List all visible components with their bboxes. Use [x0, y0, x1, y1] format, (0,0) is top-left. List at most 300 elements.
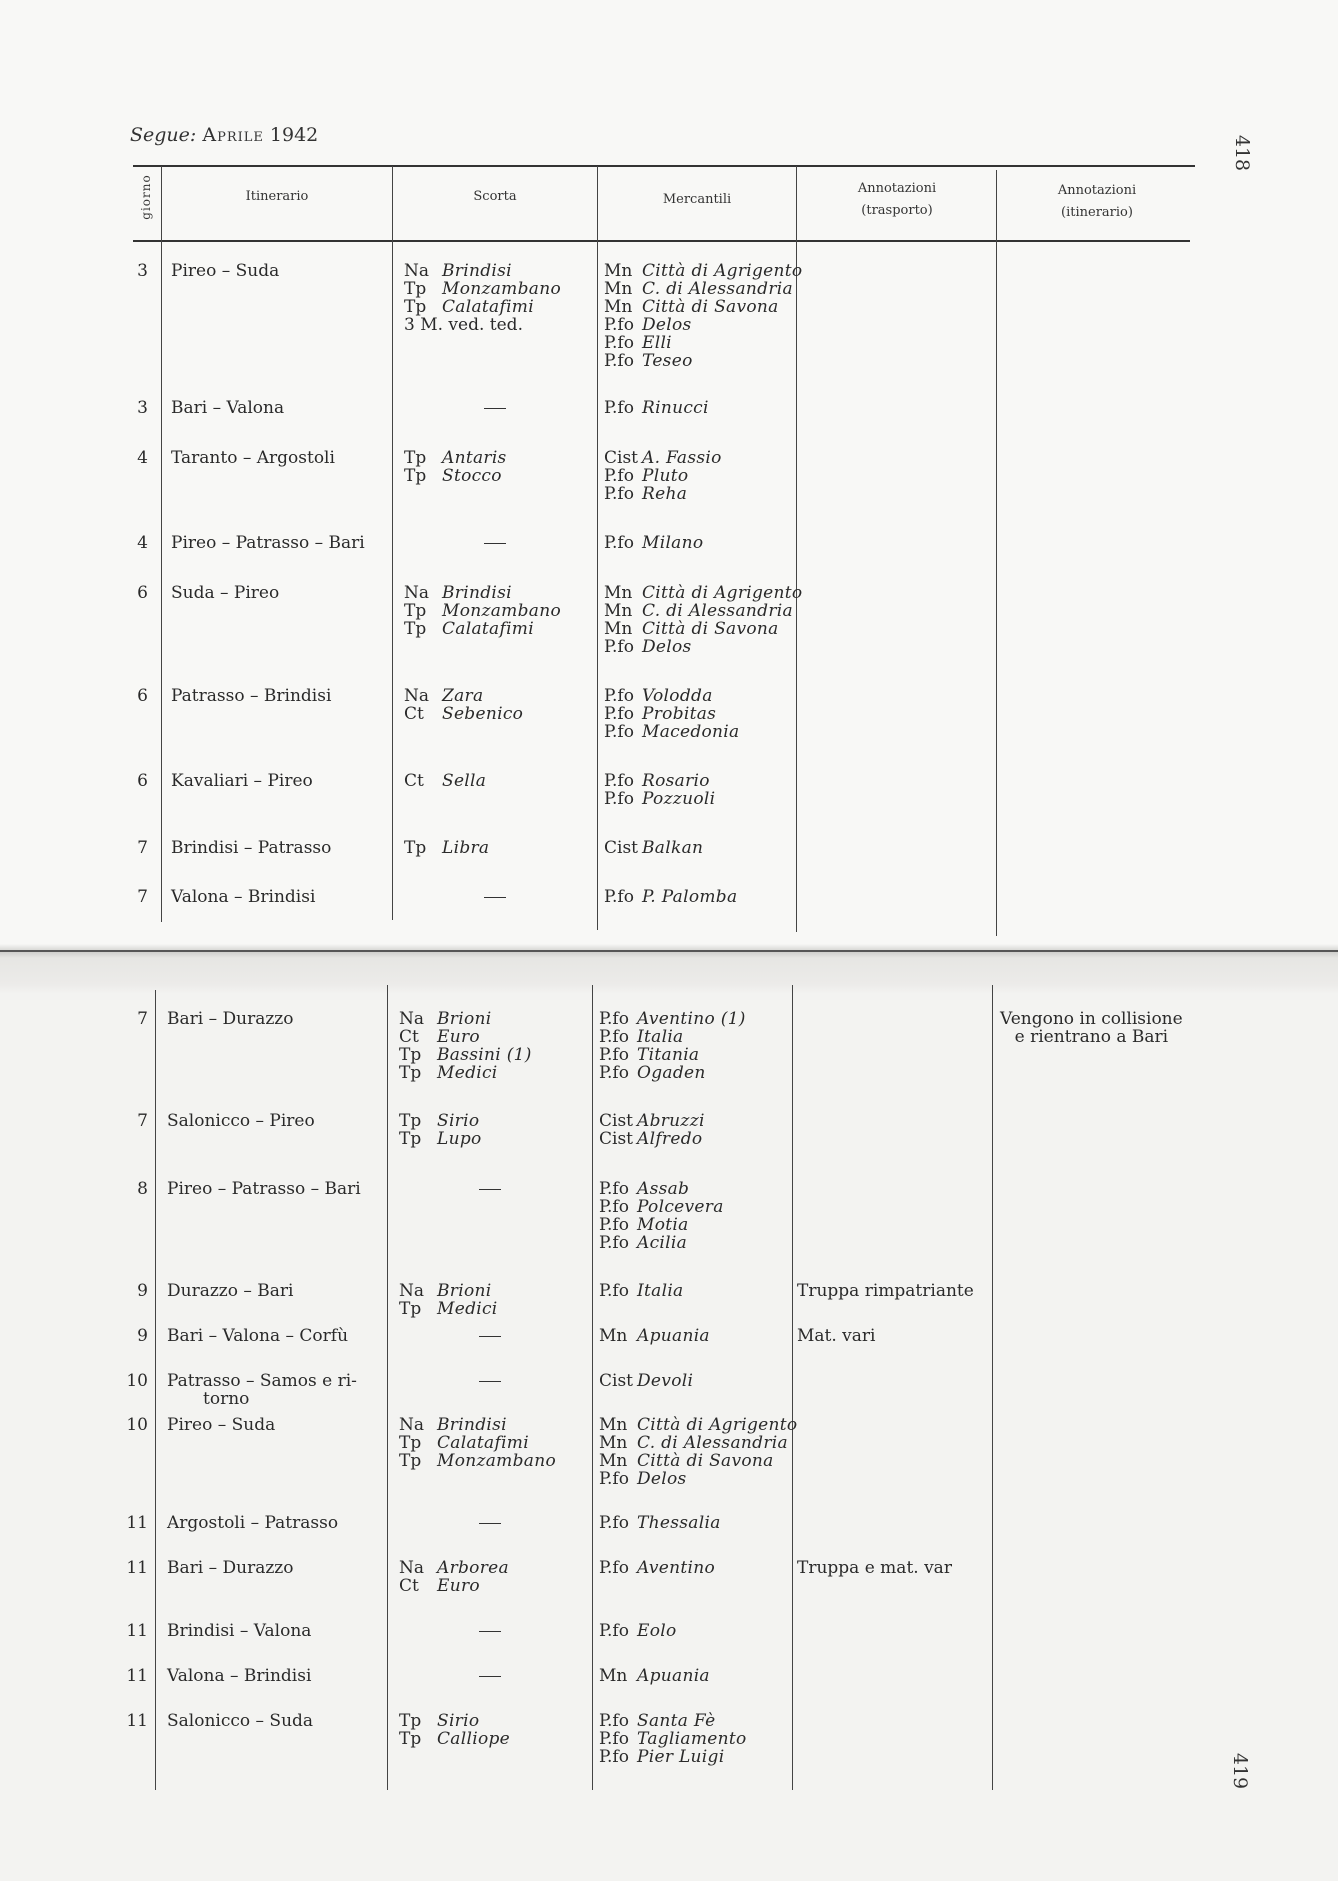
itinerario-line: Valona – Brindisi	[167, 1666, 312, 1686]
scorta-entry	[404, 839, 489, 857]
scorta-entry	[399, 1730, 510, 1748]
row-scorta	[399, 1010, 532, 1082]
mercantili-type: Mn	[604, 261, 633, 281]
mercantili-entry	[599, 1559, 715, 1577]
mercantili-vessel-name: Delos	[637, 1469, 687, 1489]
row-mercantili	[599, 1180, 724, 1252]
mercantili-type: P.fo	[599, 1469, 629, 1489]
mercantili-vessel-name: Polcevera	[637, 1197, 724, 1217]
scorta-entry	[404, 772, 486, 790]
row-scorta	[404, 687, 523, 723]
row-day: 9	[137, 1326, 148, 1346]
mercantili-type: P.fo	[599, 1045, 629, 1065]
scorta-entry	[404, 687, 523, 705]
mercantili-entry	[599, 1372, 693, 1390]
row-day: 7	[137, 1009, 148, 1029]
col-header-annotazioni-itinerario-line1: Annotazioni	[1057, 183, 1137, 198]
mercantili-vessel-name: Pozzuoli	[642, 789, 716, 809]
mercantili-entry	[599, 1010, 746, 1028]
mercantili-vessel-name: Apuania	[637, 1326, 710, 1346]
mercantili-vessel-name: Reha	[642, 484, 688, 504]
scorta-vessel-name: Libra	[442, 838, 490, 858]
col-rule-2-bottom	[387, 985, 388, 1790]
row-scorta	[479, 1667, 501, 1685]
row-day: 6	[137, 771, 148, 791]
itinerario-line: Bari – Durazzo	[167, 1558, 294, 1578]
row-scorta	[404, 262, 561, 334]
scorta-vessel-name: Stocco	[442, 466, 502, 486]
row-mercantili	[599, 1112, 705, 1148]
row-itinerario	[171, 839, 331, 857]
mercantili-entry	[599, 1712, 747, 1730]
scorta-entry	[399, 1046, 532, 1064]
mercantili-vessel-name: Italia	[637, 1027, 684, 1047]
scorta-entry	[404, 298, 561, 316]
scorta-type: Ct	[399, 1576, 419, 1596]
scorta-vessel-name: Monzambano	[442, 601, 562, 621]
scorta-entry	[404, 316, 561, 334]
col-rule-3-top	[597, 166, 598, 930]
row-day: 11	[126, 1621, 148, 1641]
mercantili-type: Mn	[599, 1415, 628, 1435]
scorta-vessel-name: Monzambano	[437, 1451, 557, 1471]
col-rule-4-bottom	[792, 985, 793, 1790]
mercantili-entry	[604, 298, 802, 316]
mercantili-entry	[604, 399, 709, 417]
row-itinerario	[167, 1416, 275, 1434]
scorta-entry	[399, 1452, 556, 1470]
mercantili-type: Mn	[604, 619, 633, 639]
mercantili-vessel-name: Thessalia	[637, 1513, 721, 1533]
mercantili-entry	[604, 723, 739, 741]
mercantili-entry	[604, 467, 722, 485]
mercantili-type: P.fo	[599, 1621, 629, 1641]
itinerario-line: Salonicco – Suda	[167, 1711, 314, 1731]
mercantili-vessel-name: Città di Agrigento	[637, 1415, 798, 1435]
col-header-mercantili: Mercantili	[662, 192, 732, 207]
mercantili-vessel-name: Volodda	[642, 686, 713, 706]
scorta-entry	[399, 1712, 510, 1730]
scorta-type: Na	[399, 1281, 425, 1301]
row-day: 11	[126, 1711, 148, 1731]
scorta-entry	[399, 1112, 482, 1130]
mercantili-type: Mn	[604, 297, 633, 317]
row-scorta	[404, 449, 507, 485]
mercantili-entry	[604, 485, 722, 503]
mercantili-entry	[599, 1327, 710, 1345]
scorta-entry	[399, 1300, 498, 1318]
scorta-type: Tp	[404, 619, 427, 639]
itinerario-line: Bari – Durazzo	[167, 1009, 294, 1029]
scorta-entry	[399, 1577, 509, 1595]
mercantili-type: Mn	[599, 1451, 628, 1471]
scorta-type: Ct	[399, 1027, 419, 1047]
scorta-vessel-name: Calatafimi	[442, 619, 534, 639]
col-header-annotazioni-trasporto-line2: (trasporto)	[861, 203, 933, 218]
row-day: 4	[137, 448, 148, 468]
row-itinerario	[171, 399, 284, 417]
header-prefix: Segue:	[130, 124, 197, 146]
mercantili-entry	[599, 1112, 705, 1130]
mercantili-type: P.fo	[604, 315, 634, 335]
mercantili-type: P.fo	[604, 887, 634, 907]
mercantili-type: Cist	[599, 1111, 633, 1131]
col-rule-2-top	[392, 166, 393, 920]
mercantili-entry	[599, 1028, 746, 1046]
mercantili-vessel-name: Città di Savona	[637, 1451, 774, 1471]
row-mercantili	[599, 1712, 747, 1766]
row-mercantili	[599, 1559, 715, 1577]
scorta-entry	[399, 1559, 509, 1577]
row-mercantili	[604, 687, 739, 741]
mercantili-type: P.fo	[604, 637, 634, 657]
row-scorta	[479, 1514, 501, 1532]
scorta-type: Tp	[399, 1433, 422, 1453]
itinerario-line: Pireo – Patrasso – Bari	[167, 1179, 361, 1199]
scorta-entry	[399, 1028, 532, 1046]
scorta-type: Ct	[404, 771, 424, 791]
mercantili-type: P.fo	[599, 1558, 629, 1578]
mercantili-vessel-name: Città di Savona	[642, 619, 779, 639]
mercantili-entry	[599, 1470, 797, 1488]
row-scorta	[399, 1112, 482, 1148]
mercantili-vessel-name: C. di Alessandria	[637, 1433, 788, 1453]
scorta-entry	[404, 467, 507, 485]
scorta-vessel-name: Medici	[437, 1299, 498, 1319]
row-annotazioni-trasporto: Mat. vari	[797, 1326, 876, 1346]
col-header-scorta: Scorta	[473, 189, 517, 204]
no-escort-dash	[479, 1523, 501, 1524]
mercantili-vessel-name: Pier Luigi	[637, 1747, 725, 1767]
scorta-vessel-name: Calliope	[437, 1729, 511, 1749]
mercantili-type: P.fo	[599, 1179, 629, 1199]
row-scorta	[479, 1372, 501, 1390]
row-itinerario	[171, 262, 279, 280]
row-annotazioni-trasporto: Truppa rimpatriante	[797, 1281, 974, 1301]
row-mercantili	[604, 262, 802, 370]
row-annotazioni-itinerario	[1000, 1010, 1183, 1046]
scorta-type: Tp	[399, 1729, 422, 1749]
scorta-type: Tp	[399, 1111, 422, 1131]
row-day: 7	[137, 1111, 148, 1131]
mercantili-type: Cist	[599, 1371, 633, 1391]
scorta-type: Na	[404, 686, 430, 706]
row-mercantili	[604, 839, 703, 857]
fold-edge	[0, 950, 1338, 952]
mercantili-entry	[599, 1064, 746, 1082]
mercantili-entry	[604, 705, 739, 723]
mercantili-vessel-name: Assab	[637, 1179, 690, 1199]
mercantili-type: Mn	[604, 583, 633, 603]
col-rule-3-bottom	[592, 985, 593, 1790]
mercantili-entry	[599, 1216, 724, 1234]
annotazione-itinerario-line: Vengono in collisione	[1000, 1009, 1183, 1029]
mercantili-entry	[604, 584, 802, 602]
mercantili-vessel-name: Titania	[637, 1045, 700, 1065]
row-mercantili	[604, 399, 709, 417]
mercantili-type: Mn	[599, 1326, 628, 1346]
itinerario-line: Salonicco – Pireo	[167, 1111, 315, 1131]
row-itinerario	[167, 1327, 348, 1345]
mercantili-vessel-name: Balkan	[642, 838, 704, 858]
row-scorta	[484, 399, 506, 417]
scorta-entry	[399, 1064, 532, 1082]
row-itinerario	[167, 1622, 311, 1640]
mercantili-entry	[599, 1452, 797, 1470]
mercantili-vessel-name: Motia	[637, 1215, 689, 1235]
mercantili-vessel-name: Teseo	[642, 351, 693, 371]
itinerario-line: Brindisi – Valona	[167, 1621, 312, 1641]
row-day: 11	[126, 1513, 148, 1533]
row-scorta	[484, 888, 506, 906]
scorta-entry	[399, 1010, 532, 1028]
row-day: 9	[137, 1281, 148, 1301]
scorta-type: Tp	[399, 1299, 422, 1319]
scorta-vessel-name: Monzambano	[442, 279, 562, 299]
row-itinerario	[167, 1112, 315, 1130]
mercantili-vessel-name: Apuania	[637, 1666, 710, 1686]
scorta-type: Na	[404, 261, 430, 281]
no-escort-dash	[479, 1381, 501, 1382]
mercantili-type: Mn	[604, 279, 633, 299]
itinerario-line: Durazzo – Bari	[167, 1281, 294, 1301]
row-day: 3	[137, 261, 148, 281]
col-rule-5-bottom	[992, 985, 993, 1790]
row-mercantili	[599, 1010, 746, 1082]
col-rule-5-top	[996, 170, 997, 936]
scorta-vessel-name: Brindisi	[442, 583, 512, 603]
table-top-rule	[133, 165, 1195, 167]
col-header-annotazioni-trasporto-line1: Annotazioni	[857, 181, 937, 196]
mercantili-entry	[599, 1180, 724, 1198]
scorta-vessel-name: Euro	[437, 1576, 480, 1596]
row-day: 3	[137, 398, 148, 418]
row-scorta	[399, 1712, 510, 1748]
mercantili-entry	[599, 1416, 797, 1434]
itinerario-line: Patrasso – Samos e ri-	[167, 1371, 357, 1391]
mercantili-type: P.fo	[599, 1027, 629, 1047]
scorta-vessel-name: Bassini (1)	[437, 1045, 532, 1065]
mercantili-type: P.fo	[604, 771, 634, 791]
itinerario-line: Argostoli – Patrasso	[167, 1513, 339, 1533]
mercantili-type: P.fo	[599, 1729, 629, 1749]
mercantili-entry	[604, 790, 715, 808]
mercantili-vessel-name: Pluto	[642, 466, 689, 486]
scorta-vessel-name: Calatafimi	[442, 297, 534, 317]
mercantili-type: P.fo	[604, 533, 634, 553]
row-itinerario	[171, 687, 331, 705]
scorta-type: Tp	[399, 1045, 422, 1065]
scorta-entry	[404, 449, 507, 467]
no-escort-dash	[484, 897, 506, 898]
scorta-vessel-name: Brindisi	[442, 261, 512, 281]
mercantili-vessel-name: Abruzzi	[637, 1111, 705, 1131]
mercantili-entry	[599, 1730, 747, 1748]
scorta-vessel-name: Sella	[442, 771, 487, 791]
row-scorta	[479, 1180, 501, 1198]
mercantili-vessel-name: Italia	[637, 1281, 684, 1301]
mercantili-entry	[604, 334, 802, 352]
row-day: 10	[126, 1371, 148, 1391]
mercantili-entry	[604, 262, 802, 280]
mercantili-vessel-name: Elli	[642, 333, 672, 353]
mercantili-entry	[599, 1282, 684, 1300]
row-itinerario	[167, 1010, 294, 1028]
row-itinerario	[171, 534, 365, 552]
row-mercantili	[599, 1282, 684, 1300]
col-header-itinerario: Itinerario	[245, 189, 309, 204]
scorta-vessel-name: Brioni	[437, 1009, 492, 1029]
scorta-entry	[404, 705, 523, 723]
scorta-type: Tp	[404, 601, 427, 621]
col-rule-1-bottom	[155, 990, 156, 1790]
row-day: 6	[137, 686, 148, 706]
row-day: 8	[137, 1179, 148, 1199]
mercantili-vessel-name: Ogaden	[637, 1063, 706, 1083]
page-header	[130, 124, 318, 146]
mercantili-entry	[604, 534, 703, 552]
mercantili-entry	[599, 1434, 797, 1452]
mercantili-type: Cist	[599, 1129, 633, 1149]
mercantili-type: P.fo	[604, 466, 634, 486]
mercantili-type: Cist	[604, 448, 638, 468]
mercantili-vessel-name: Devoli	[637, 1371, 694, 1391]
mercantili-type: P.fo	[604, 686, 634, 706]
mercantili-entry	[604, 638, 802, 656]
mercantili-vessel-name: P. Palomba	[642, 887, 738, 907]
mercantili-type: P.fo	[604, 484, 634, 504]
mercantili-entry	[599, 1198, 724, 1216]
row-scorta	[404, 839, 489, 857]
scorta-vessel-name: Brioni	[437, 1281, 492, 1301]
row-scorta	[399, 1282, 498, 1318]
mercantili-type: P.fo	[599, 1513, 629, 1533]
scorta-vessel-name: Brindisi	[437, 1415, 507, 1435]
mercantili-vessel-name: Macedonia	[642, 722, 740, 742]
scorta-entry	[399, 1130, 482, 1148]
mercantili-entry	[604, 772, 715, 790]
row-scorta	[399, 1559, 509, 1595]
mercantili-entry	[604, 449, 722, 467]
mercantili-entry	[604, 839, 703, 857]
mercantili-vessel-name: Santa Fè	[637, 1711, 716, 1731]
row-day: 10	[126, 1415, 148, 1435]
page-number-top: 418	[1231, 134, 1254, 172]
mercantili-type: P.fo	[599, 1747, 629, 1767]
mercantili-type: P.fo	[599, 1233, 629, 1253]
scorta-type: Na	[404, 583, 430, 603]
scorta-entry	[399, 1282, 498, 1300]
mercantili-vessel-name: Aventino	[637, 1558, 716, 1578]
mercantili-vessel-name: A. Fassio	[642, 448, 722, 468]
mercantili-vessel-name: Acilia	[637, 1233, 688, 1253]
row-itinerario	[171, 584, 279, 602]
mercantili-vessel-name: Città di Agrigento	[642, 583, 803, 603]
row-itinerario	[167, 1712, 313, 1730]
scorta-type: Tp	[404, 279, 427, 299]
itinerario-line: Valona – Brindisi	[171, 887, 316, 907]
no-escort-dash	[479, 1189, 501, 1190]
row-mercantili	[599, 1514, 721, 1532]
mercantili-type: P.fo	[599, 1215, 629, 1235]
row-itinerario	[167, 1372, 357, 1408]
scorta-type: Ct	[404, 704, 424, 724]
mercantili-vessel-name: Eolo	[637, 1621, 677, 1641]
row-annotazioni-trasporto: Truppa e mat. var	[797, 1558, 952, 1578]
row-mercantili	[599, 1416, 797, 1488]
scorta-type: Tp	[404, 297, 427, 317]
itinerario-line: Pireo – Suda	[171, 261, 280, 281]
table-header-rule	[133, 240, 1190, 242]
mercantili-type: Mn	[599, 1433, 628, 1453]
row-day: 6	[137, 583, 148, 603]
row-itinerario	[167, 1282, 294, 1300]
itinerario-line: Bari – Valona – Corfù	[167, 1326, 349, 1346]
row-scorta	[399, 1416, 556, 1470]
mercantili-type: P.fo	[604, 722, 634, 742]
col-header-annotazioni-trasporto	[797, 178, 997, 222]
mercantili-entry	[604, 888, 737, 906]
row-itinerario	[167, 1180, 361, 1198]
scorta-type: Tp	[404, 466, 427, 486]
row-day: 4	[137, 533, 148, 553]
col-header-annotazioni-itinerario	[997, 180, 1197, 224]
mercantili-vessel-name: Milano	[642, 533, 704, 553]
row-day: 7	[137, 887, 148, 907]
scorta-type: Tp	[399, 1711, 422, 1731]
scorta-vessel-name: Antaris	[442, 448, 507, 468]
row-itinerario	[167, 1559, 294, 1577]
scorta-vessel-name: Calatafimi	[437, 1433, 529, 1453]
scorta-type: Tp	[404, 448, 427, 468]
scorta-entry	[399, 1416, 556, 1434]
row-mercantili	[599, 1372, 693, 1390]
scorta-vessel-name: Sirio	[437, 1111, 480, 1131]
row-scorta	[404, 584, 561, 638]
row-mercantili	[604, 772, 715, 808]
mercantili-type: P.fo	[599, 1197, 629, 1217]
scorta-entry	[404, 280, 561, 298]
itinerario-line: Taranto – Argostoli	[171, 448, 335, 468]
mercantili-vessel-name: Probitas	[642, 704, 717, 724]
itinerario-line: Pireo – Patrasso – Bari	[171, 533, 365, 553]
row-itinerario	[167, 1667, 311, 1685]
row-scorta	[479, 1622, 501, 1640]
mercantili-type: Mn	[599, 1666, 628, 1686]
mercantili-entry	[599, 1234, 724, 1252]
row-mercantili	[604, 888, 737, 906]
scorta-vessel-name: Medici	[437, 1063, 498, 1083]
no-escort-dash	[484, 543, 506, 544]
scorta-type: 3 M. ved. ted.	[404, 315, 523, 335]
scorta-vessel-name: Arborea	[437, 1558, 509, 1578]
mercantili-type: Cist	[604, 838, 638, 858]
page-number-bottom: 419	[1229, 1752, 1252, 1790]
scorta-type: Tp	[404, 838, 427, 858]
mercantili-entry	[599, 1622, 677, 1640]
row-mercantili	[599, 1667, 710, 1685]
itinerario-line: Suda – Pireo	[171, 583, 280, 603]
row-mercantili	[604, 449, 722, 503]
row-scorta	[484, 534, 506, 552]
row-mercantili	[604, 584, 802, 656]
scorta-entry	[404, 584, 561, 602]
row-scorta	[479, 1327, 501, 1345]
col-rule-1-top	[161, 166, 162, 922]
mercantili-vessel-name: Tagliamento	[637, 1729, 747, 1749]
mercantili-vessel-name: Aventino (1)	[637, 1009, 746, 1029]
scorta-vessel-name: Sirio	[437, 1711, 480, 1731]
